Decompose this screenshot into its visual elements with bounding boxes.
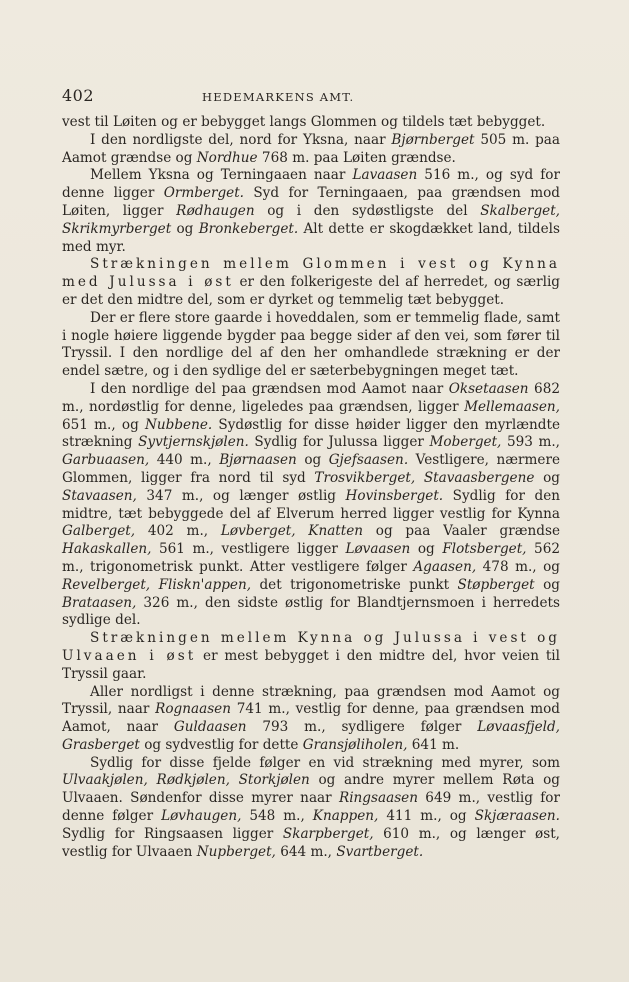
text-run: Sydlig for disse fjelde følger en vid strækning med myrer, som	[90, 754, 560, 771]
text-run: 516 m., og syd for denne ligger	[62, 167, 560, 202]
place-name: Løvberget, Knatten	[220, 523, 364, 540]
running-title: HEDEMARKENS AMT.	[202, 90, 355, 104]
text-run: Syd for Terningaaen, paa grændsen mod Løiten, ligger	[62, 185, 560, 219]
paragraph	[62, 684, 560, 755]
place-name: Bjørnberget	[391, 131, 475, 148]
text-run: og	[534, 469, 560, 486]
text-run: 347 m., og længer østlig	[136, 487, 346, 504]
page-header	[62, 86, 582, 105]
place-name: Skjæraasen.	[474, 808, 560, 825]
place-name: Trosvikberget, Stavaasbergene	[314, 469, 535, 486]
place-name: Løvhaugen,	[161, 808, 242, 825]
text-run: 741 m., vestlig for denne, paa grændsen mod Aamot, naar	[62, 701, 560, 736]
place-name: Nupberget,	[196, 843, 276, 860]
text-run: og	[410, 541, 443, 558]
place-name: Hovinsberget.	[345, 487, 444, 504]
text-run: Der er flere store gaarde i hoveddalen, som er temmelig flade, samt i nogle høiere liggende bygder paa begge sider af den vei, som fører til Tryssil. I den nordlige del af den her omhandlede strækning er der endel sætre, og i den sydlige del er sæterbebygningen meget tæt.	[62, 309, 560, 380]
text-run: 561 m., vestligere ligger	[151, 541, 346, 558]
text-run: er den folkerigeste del af herredet, og særlig er det den midtre del, som er dyrket og temmelig tæt bebygget.	[62, 274, 560, 308]
place-name: Rognaasen	[155, 701, 231, 718]
page-number: 402	[62, 86, 95, 105]
text-run: 548 m.,	[241, 808, 313, 825]
text-run: og paa Vaaler grændse	[363, 523, 560, 540]
place-name: Gransjøliholen,	[302, 736, 408, 753]
place-name: Revelberget, Fliskn'appen,	[62, 576, 252, 593]
place-name: Ulvaakjølen, Rødkjølen, Storkjølen	[62, 772, 310, 789]
place-name: Lavaasen	[352, 167, 418, 184]
text-run: og i den sydøstligste del	[254, 202, 481, 219]
place-name: Oksetaasen	[448, 380, 529, 397]
text-run: 793 m., sydligere følger	[246, 719, 478, 736]
text-run: 649 m., vestlig for denne følger	[62, 790, 560, 825]
text-run: og	[296, 452, 329, 469]
place-name: Galberget,	[62, 523, 136, 540]
paragraph	[62, 256, 560, 309]
text-run: 326 m., den sidste østlig for Blandtjernsmoen i herredets sydlige del.	[62, 594, 560, 629]
place-name: Ringsaasen	[338, 790, 418, 807]
spaced-heading-text: Strækningen mellem Glommen i vest og Kynna med Julussa i øst	[62, 256, 560, 291]
place-name: Moberget,	[429, 434, 502, 451]
paragraph	[62, 114, 560, 132]
text-run: og	[171, 220, 199, 237]
text-run: 768 m. paa Løiten grændse.	[257, 149, 456, 166]
text-run: Sydlig for Ringsaasen ligger	[62, 825, 283, 842]
place-name: Rødhaugen	[176, 202, 255, 219]
place-name: Brataasen,	[62, 594, 137, 611]
place-name: Bronkeberget.	[198, 220, 299, 237]
place-name: Bjørnaasen	[219, 452, 297, 469]
place-name: Guldaasen	[173, 719, 247, 736]
text-run: Sydlig for den midtre, tæt bebyggede del af Elverum herred ligger vestlig for Kynna	[62, 487, 560, 522]
text-run: Aller nordligst i denne strækning, paa grændsen mod Aamot og Tryssil, naar	[62, 683, 560, 718]
place-name: Knappen,	[312, 808, 379, 825]
text-run: I den nordlige del paa grændsen mod Aamot naar	[90, 380, 449, 397]
text-run: 644 m.,	[275, 843, 337, 860]
place-name: Skalberget, Skrikmyrberget	[62, 202, 560, 237]
text-run: 478 m., og	[476, 558, 560, 575]
place-name: Agaasen,	[413, 558, 477, 575]
text-run: vest til Løiten og er bebygget langs Glommen og tildels tæt bebygget.	[62, 114, 546, 130]
text-run: Sydøstlig for disse høider ligger den myrlændte strækning	[62, 416, 560, 451]
text-run: Vestligere, nærmere Glommen, ligger fra nord til syd	[62, 452, 560, 486]
text-run: og andre myrer mellem Røta og Ulvaaen. Søndenfor disse myrer naar	[62, 772, 560, 807]
text-run: 402 m.,	[135, 523, 221, 540]
text-run: Sydlig for Julussa ligger	[248, 434, 430, 451]
paragraph	[62, 167, 560, 256]
text-run: det trigonometriske punkt	[251, 576, 458, 593]
text-run: 682 m., nordøstlig for denne, ligeledes paa grændsen, ligger	[62, 380, 560, 415]
text-run: 505 m. paa Aamot grændse og	[62, 131, 560, 166]
body-text	[62, 114, 560, 861]
place-name: Flotsberget,	[442, 541, 527, 558]
place-name: Nubbene.	[145, 416, 213, 433]
place-name: Ormberget.	[163, 185, 244, 202]
place-name: Løvaasen	[345, 541, 411, 558]
paragraph	[62, 755, 560, 862]
text-run: 593 m.,	[501, 434, 560, 451]
place-name: Gjefsaasen.	[328, 452, 409, 469]
place-name: Støpberget	[457, 576, 535, 593]
place-name: Nordhue	[196, 149, 258, 166]
place-name: Garbuaasen,	[62, 452, 150, 469]
place-name: Løvaasfjeld, Grasberget	[62, 719, 560, 753]
text-run: 610 m., og længer øst, vestlig for Ulvaaen	[62, 825, 561, 860]
text-run: 440 m.,	[149, 452, 220, 469]
place-name: Skarpberget,	[282, 825, 374, 842]
paragraph	[62, 630, 560, 683]
text-run: I den nordligste del, nord for Yksna, naar	[90, 131, 392, 148]
place-name: Hakaskallen,	[62, 541, 152, 558]
paragraph	[62, 132, 560, 168]
text-run: og	[534, 576, 560, 593]
place-name: Mellemaasen,	[464, 398, 560, 415]
text-run: 641 m.	[407, 736, 460, 753]
text-run: og sydvestlig for dette	[139, 736, 303, 753]
place-name: Stavaasen,	[62, 487, 137, 504]
paragraph	[62, 381, 560, 630]
paragraph	[62, 310, 560, 381]
place-name: Svartberget.	[336, 843, 424, 860]
text-run: Alt dette er skogdækket land, tildels med myr.	[62, 220, 560, 255]
spaced-heading-text: Strækningen mellem Kynna og Julussa i vest og Ulvaaen i øst	[62, 630, 560, 664]
text-run: 411 m., og	[378, 808, 475, 825]
text-run: 651 m., og	[62, 416, 145, 433]
text-run: Mellem Yksna og Terningaaen naar	[90, 167, 353, 184]
text-run: er mest bebygget i den midtre del, hvor veien til Tryssil gaar.	[62, 647, 560, 682]
place-name: Syvtjernskjølen.	[138, 434, 249, 451]
text-run: 562 m., trigonometrisk punkt. Atter vestligere følger	[62, 541, 560, 575]
